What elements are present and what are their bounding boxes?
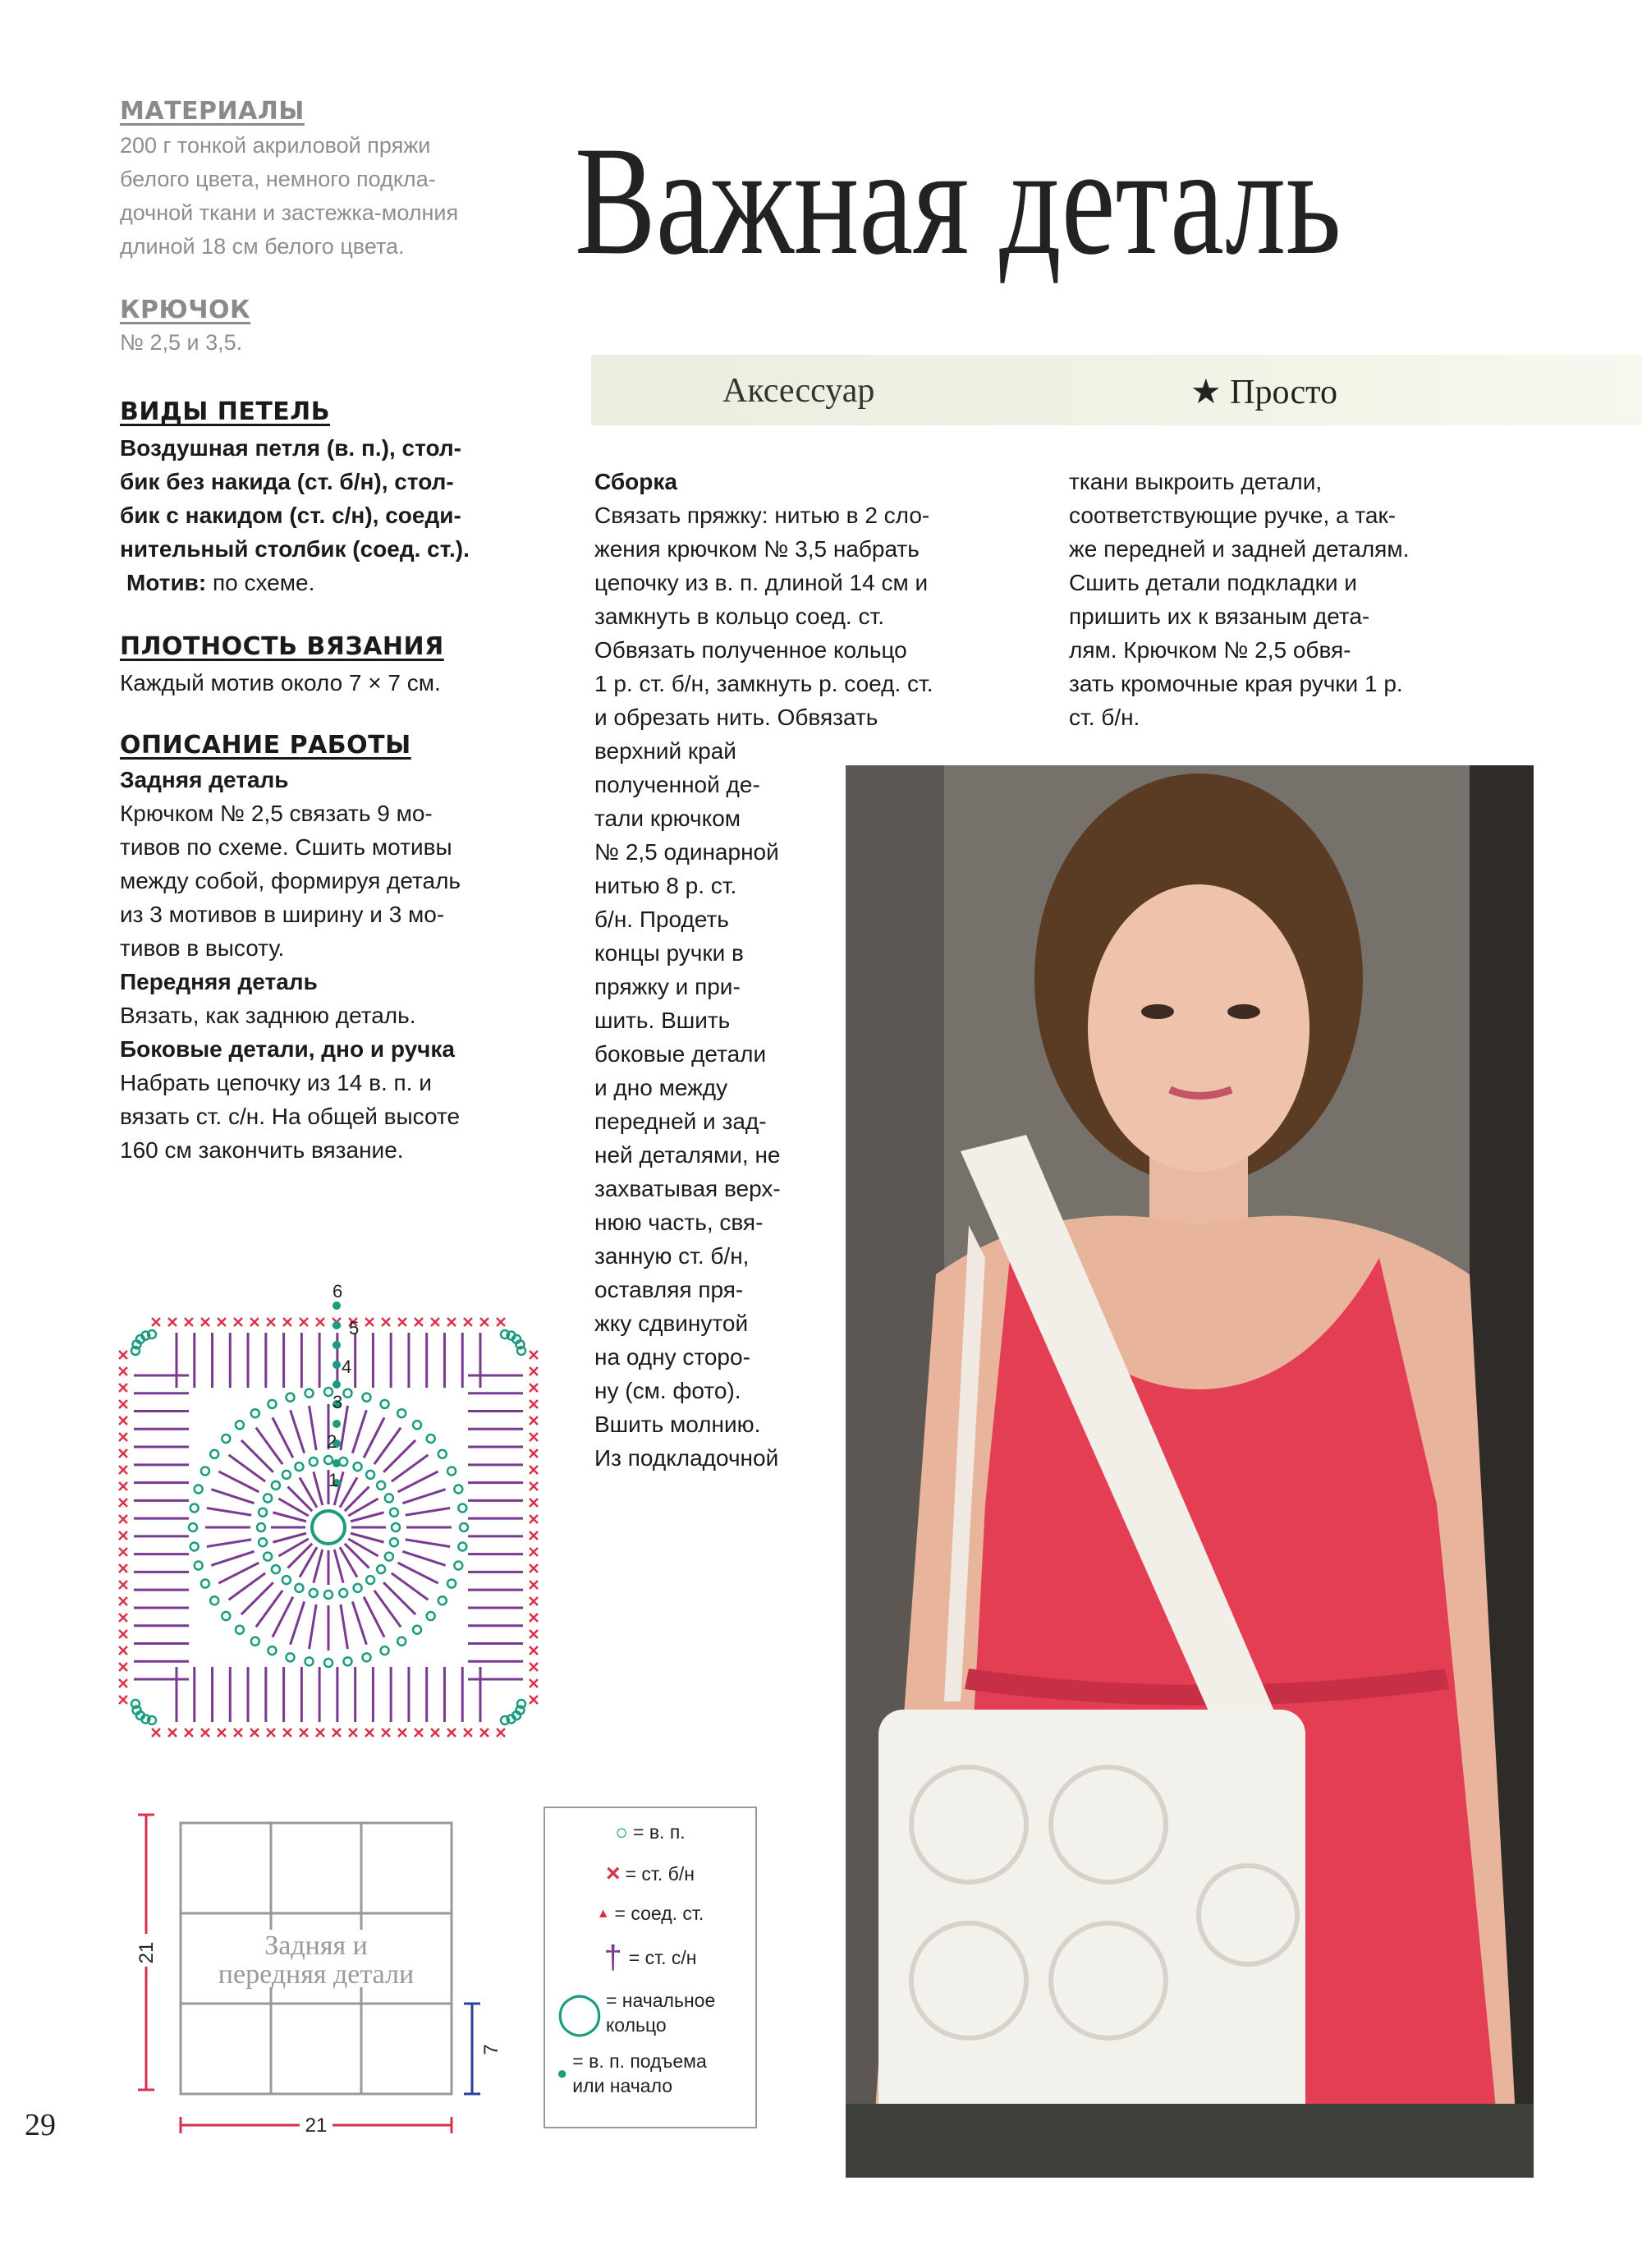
hook-section (120, 296, 563, 360)
materials-line: белого цвета, немного подкла- (120, 167, 436, 191)
legend-text: = в. п. (633, 1821, 686, 1843)
legend-text: = ст. с/н (628, 1947, 697, 1968)
dc-stitch (218, 1471, 259, 1492)
dc-stitch (351, 1513, 384, 1522)
chain-stitch (438, 1596, 447, 1605)
chain-stitch (190, 1542, 199, 1550)
dc-stitch (300, 1477, 317, 1507)
dc-stitch (291, 1410, 305, 1453)
assembly-line: Из подкладочной (594, 1445, 779, 1471)
chain-stitch (354, 1462, 362, 1471)
difficulty-label: Просто (1230, 374, 1337, 411)
assembly-line: захватывая верх- (594, 1176, 781, 1201)
stitches-section (120, 397, 563, 599)
chain-stitch (195, 1485, 203, 1494)
assembly-line: нюю часть, свя- (594, 1210, 764, 1235)
dc-stitch (340, 1477, 357, 1507)
chain-stitch (447, 1467, 456, 1475)
chain-stitch (362, 1393, 370, 1402)
back-title: Задняя деталь (120, 767, 289, 792)
chain-stitch (201, 1580, 209, 1588)
chain-stitch (189, 1523, 197, 1531)
gauge-section (120, 632, 580, 700)
panel-schematic (131, 1807, 509, 2151)
assembly-line: жку сдвинутой (594, 1311, 749, 1336)
hook-text: № 2,5 и 3,5. (120, 330, 243, 355)
dc-stitch (341, 1605, 348, 1649)
chain-stitch (310, 1589, 318, 1597)
back-line: тивов в высоту. (120, 935, 285, 961)
dc-stitch (211, 1551, 254, 1565)
center-ring (312, 1511, 345, 1544)
legend-item (557, 2049, 744, 2098)
difficulty (1190, 371, 1337, 412)
start-dot (333, 1420, 341, 1428)
dc-stitch (345, 1544, 369, 1568)
assembly-line: верхний край (594, 738, 736, 764)
chain-stitch (354, 1584, 362, 1592)
start-dot (333, 1341, 341, 1349)
start-dot (333, 1361, 341, 1369)
materials-heading: МАТЕРИАЛЫ (120, 97, 305, 126)
chain-stitch (201, 1467, 209, 1475)
chain-stitch (458, 1504, 466, 1513)
back-line: из 3 мотивов в ширину и 3 мо- (120, 902, 445, 927)
assembly-line: цепочку из в. п. длиной 14 см и (594, 570, 929, 595)
back-text (120, 797, 555, 965)
stitches-line: бик с накидом (ст. с/н), соеди- (120, 503, 461, 528)
dc-stitch (278, 1499, 308, 1516)
chain-stitch (447, 1580, 456, 1588)
dc-stitch (364, 1417, 384, 1458)
chain-stitch (366, 1576, 374, 1584)
front-text: Вязать, как заднюю деталь. (120, 1003, 416, 1028)
side-dimension: 7 (480, 2044, 502, 2055)
work-section (120, 731, 555, 1167)
chain-stitch (190, 1504, 199, 1513)
chain-stitch (257, 1523, 265, 1531)
chain-stitch (413, 1421, 421, 1429)
round-number: 6 (333, 1281, 343, 1302)
sides-text (120, 1066, 555, 1167)
dc-stitch (402, 1490, 445, 1504)
assembly-line: занную ст. б/н, (594, 1243, 750, 1269)
stitches-text (120, 431, 563, 566)
page-number: 29 (25, 2108, 56, 2142)
chain-stitch (236, 1626, 244, 1634)
assembly-line: соответствующие ручке, а так- (1069, 503, 1397, 528)
chain-stitch (454, 1485, 462, 1494)
assembly-line: оставляя пря- (594, 1277, 744, 1302)
assembly-line: же передней и задней деталям. (1069, 536, 1410, 562)
dc-stitch (352, 1410, 366, 1453)
round-number: 5 (349, 1318, 360, 1338)
assembly-line: пришить их к вязаным дета- (1069, 604, 1370, 629)
stitches-line: Воздушная петля (в. п.), стол- (120, 435, 461, 461)
assembly-line: передней и зад- (594, 1109, 767, 1134)
front-title: Передняя деталь (120, 969, 318, 994)
motif-diagram (82, 1281, 575, 1757)
dc-stitch (402, 1551, 445, 1565)
assembly-line: и обрезать нить. Обвязать (594, 705, 878, 730)
assembly-line: нитью 8 р. ст. (594, 873, 737, 898)
dc-icon: † (603, 1940, 622, 1976)
chain-stitch (324, 1388, 333, 1396)
dc-stitch (273, 1533, 306, 1542)
dc-stitch (300, 1547, 317, 1577)
assembly-line: жения крючком № 3,5 набрать (594, 536, 920, 562)
stitches-heading: ВИДЫ ПЕТЕЛЬ (120, 397, 331, 426)
hook-heading: КРЮЧОК (120, 296, 250, 324)
assembly-line: Связать пряжку: нитью в 2 сло- (594, 503, 930, 528)
motif-text: по схеме. (212, 570, 315, 595)
chain-stitch (295, 1584, 303, 1592)
chain-stitch (385, 1553, 393, 1561)
chain-stitch (392, 1523, 400, 1531)
height-dimension: 21 (135, 1941, 158, 1964)
chain-stitch (343, 1389, 351, 1398)
category-label: Аксессуар (722, 372, 875, 410)
chain-stitch (287, 1393, 295, 1402)
back-line: между собой, формируя деталь (120, 868, 461, 893)
dc-stitch (314, 1549, 323, 1583)
chain-stitch (324, 1659, 333, 1667)
dc-stitch (288, 1544, 313, 1568)
sides-line: Набрать цепочку из 14 в. п. и (120, 1070, 432, 1095)
chain-stitch (259, 1538, 267, 1546)
slip-stitch-icon: ▲ (596, 1906, 610, 1921)
sc-icon: × (606, 1860, 621, 1887)
assembly-line: Вшить молнию. (594, 1412, 761, 1437)
start-dot (333, 1459, 341, 1467)
chain-stitch (272, 1481, 280, 1490)
chain-stitch (268, 1400, 276, 1408)
assembly-line: на одну сторо- (594, 1344, 750, 1370)
motif-line (120, 566, 563, 599)
dc-stitch (348, 1499, 378, 1516)
assembly-line: ней деталями, не (594, 1142, 781, 1168)
chain-stitch (310, 1458, 318, 1466)
assembly-line: Обвязать полученное кольцо (594, 637, 907, 663)
chain-stitch (210, 1450, 218, 1458)
chain-stitch (390, 1538, 398, 1546)
materials-line: длиной 18 см белого цвета. (120, 234, 405, 259)
assembly-line: лям. Крючком № 2,5 обвя- (1069, 637, 1351, 663)
dc-stitch (334, 1549, 343, 1583)
legend-text: = соед. ст. (614, 1903, 704, 1924)
sides-line: вязать ст. с/н. На общей высоте (120, 1104, 461, 1129)
assembly-heading: Сборка (594, 469, 677, 494)
assembly-line: 1 р. ст. б/н, замкнуть р. соед. ст. (594, 671, 933, 696)
assembly-line: полученной де- (594, 772, 760, 797)
materials-line: дочной ткани и застежка-молния (120, 200, 459, 225)
chain-stitch (264, 1553, 272, 1561)
assembly-narrow (594, 734, 824, 1475)
chain-stitch (397, 1409, 406, 1417)
chain-stitch (305, 1657, 314, 1665)
motif-label: Мотив: (126, 570, 207, 595)
assembly-line: пряжку и при- (594, 974, 741, 999)
dc-stitch (352, 1601, 366, 1644)
assembly-line: ткани выкроить детали, (1069, 469, 1323, 494)
chain-stitch (454, 1561, 462, 1569)
round-number: 1 (328, 1470, 339, 1490)
chain-stitch (251, 1409, 259, 1417)
chain-stitch (458, 1542, 466, 1550)
chain-stitch (362, 1653, 370, 1661)
star-icon: ★ (1190, 374, 1222, 411)
sides-title: Боковые детали, дно и ручка (120, 1036, 455, 1062)
dc-stitch (211, 1490, 254, 1504)
dc-stitch (345, 1487, 369, 1512)
materials-text (120, 129, 563, 264)
gauge-heading: ПЛОТНОСТЬ ВЯЗАНИЯ (120, 632, 444, 661)
round-number: 2 (327, 1431, 337, 1452)
start-dot (333, 1302, 341, 1310)
chain-stitch (343, 1657, 351, 1665)
dc-stitch (398, 1471, 438, 1492)
dc-stitch (340, 1547, 357, 1577)
chain-stitch (381, 1400, 389, 1408)
model-photo (846, 765, 1534, 2178)
round-number: 4 (342, 1357, 352, 1377)
round-number: 3 (333, 1392, 343, 1412)
start-dot (333, 1321, 341, 1329)
chain-stitch (381, 1646, 389, 1655)
chain-stitch (427, 1612, 435, 1620)
start-dot (333, 1380, 341, 1389)
assembly-col2 (1069, 465, 1494, 734)
work-heading: ОПИСАНИЕ РАБОТЫ (120, 731, 411, 760)
legend-item (557, 1903, 744, 1925)
chain-stitch (324, 1456, 333, 1464)
dc-stitch (291, 1601, 305, 1644)
dc-stitch (278, 1539, 308, 1556)
assembly-line: Сшить детали подкладки и (1069, 570, 1357, 595)
legend-text: = в. п. подъема или начало (572, 2050, 707, 2096)
schematic-label: передняя детали (218, 1959, 415, 1990)
dc-stitch (314, 1471, 323, 1505)
dc-stitch (310, 1406, 317, 1450)
chain-stitch (287, 1653, 295, 1661)
legend-item (557, 1988, 744, 2037)
stitches-line: нительный столбик (соед. ст.). (120, 536, 470, 562)
chain-stitch (324, 1591, 333, 1599)
dc-stitch (348, 1539, 378, 1556)
stitches-line: бик без накида (ст. б/н), стол- (120, 469, 454, 494)
assembly-line: ну (см. фото). (594, 1378, 741, 1403)
chain-stitch (377, 1481, 385, 1490)
dc-stitch (406, 1508, 450, 1516)
gauge-text: Каждый мотив около 7 × 7 см. (120, 670, 441, 696)
chain-stitch (251, 1637, 259, 1646)
ring-icon: ◯ (557, 1990, 603, 2036)
chain-stitch (195, 1561, 203, 1569)
chain-stitch (385, 1494, 393, 1502)
chain-stitch (236, 1421, 244, 1429)
dc-stitch (207, 1508, 251, 1516)
legend-item (557, 1860, 744, 1888)
materials-section (120, 97, 563, 264)
assembly-line: концы ручки в (594, 940, 744, 966)
assembly-line: замкнуть в кольцо соед. ст. (594, 604, 884, 629)
assembly-col1 (594, 465, 1030, 734)
chain-stitch (397, 1637, 406, 1646)
legend-box (544, 1807, 757, 2128)
assembly-line: зать кромочные края ручки 1 р. (1069, 671, 1403, 696)
dc-stitch (218, 1563, 259, 1583)
schematic-label: Задняя и (264, 1931, 368, 1961)
dc-stitch (273, 1513, 306, 1522)
dc-stitch (207, 1540, 251, 1547)
dc-stitch (364, 1597, 384, 1637)
chain-stitch (264, 1494, 272, 1502)
page-title: Важная деталь (575, 115, 1342, 287)
chain-stitch (438, 1450, 447, 1458)
chain-stitch (282, 1576, 291, 1584)
chain-stitch (295, 1462, 303, 1471)
chain-stitch (460, 1523, 468, 1531)
category-band (591, 355, 1642, 425)
assembly-line: № 2,5 одинарной (594, 839, 779, 865)
chain-stitch (339, 1589, 347, 1597)
chain-stitch (272, 1565, 280, 1573)
assembly-line: ст. б/н. (1069, 705, 1140, 730)
chain-stitch (427, 1435, 435, 1443)
assembly-line: и дно между (594, 1075, 728, 1100)
chain-stitch (210, 1596, 218, 1605)
dc-stitch (398, 1563, 438, 1583)
assembly-line: шить. Вшить (594, 1008, 731, 1033)
chain-stitch (366, 1471, 374, 1479)
dc-stitch (273, 1417, 293, 1458)
legend-item (557, 1940, 744, 1976)
dc-stitch (273, 1597, 293, 1637)
dc-stitch (406, 1540, 450, 1547)
chain-stitch (413, 1626, 421, 1634)
assembly-line: б/н. Продеть (594, 907, 729, 932)
photo-illustration (846, 765, 1534, 2178)
legend-text: = начальное кольцо (605, 1990, 716, 2036)
sides-line: 160 см закончить вязание. (120, 1137, 404, 1163)
start-icon: ● (557, 2063, 568, 2083)
chain-stitch (305, 1389, 314, 1398)
back-line: тивов по схеме. Сшить мотивы (120, 834, 452, 860)
dc-stitch (351, 1533, 384, 1542)
chain-stitch (222, 1612, 230, 1620)
width-dimension: 21 (305, 2114, 328, 2137)
chain-stitch (282, 1471, 291, 1479)
dc-stitch (288, 1487, 313, 1512)
back-line: Крючком № 2,5 связать 9 мо- (120, 801, 433, 826)
chain-icon: ○ (615, 1820, 629, 1844)
dc-stitch (310, 1605, 317, 1649)
assembly-line: тали крючком (594, 806, 741, 831)
chain-stitch (377, 1565, 385, 1573)
legend-text: = ст. б/н (625, 1862, 695, 1885)
assembly-line: боковые детали (594, 1041, 767, 1067)
materials-line: 200 г тонкой акриловой пряжи (120, 133, 431, 158)
legend-item (557, 1820, 744, 1845)
chain-stitch (222, 1435, 230, 1443)
chain-stitch (268, 1646, 276, 1655)
chain-stitch (259, 1508, 267, 1517)
chain-stitch (390, 1508, 398, 1517)
